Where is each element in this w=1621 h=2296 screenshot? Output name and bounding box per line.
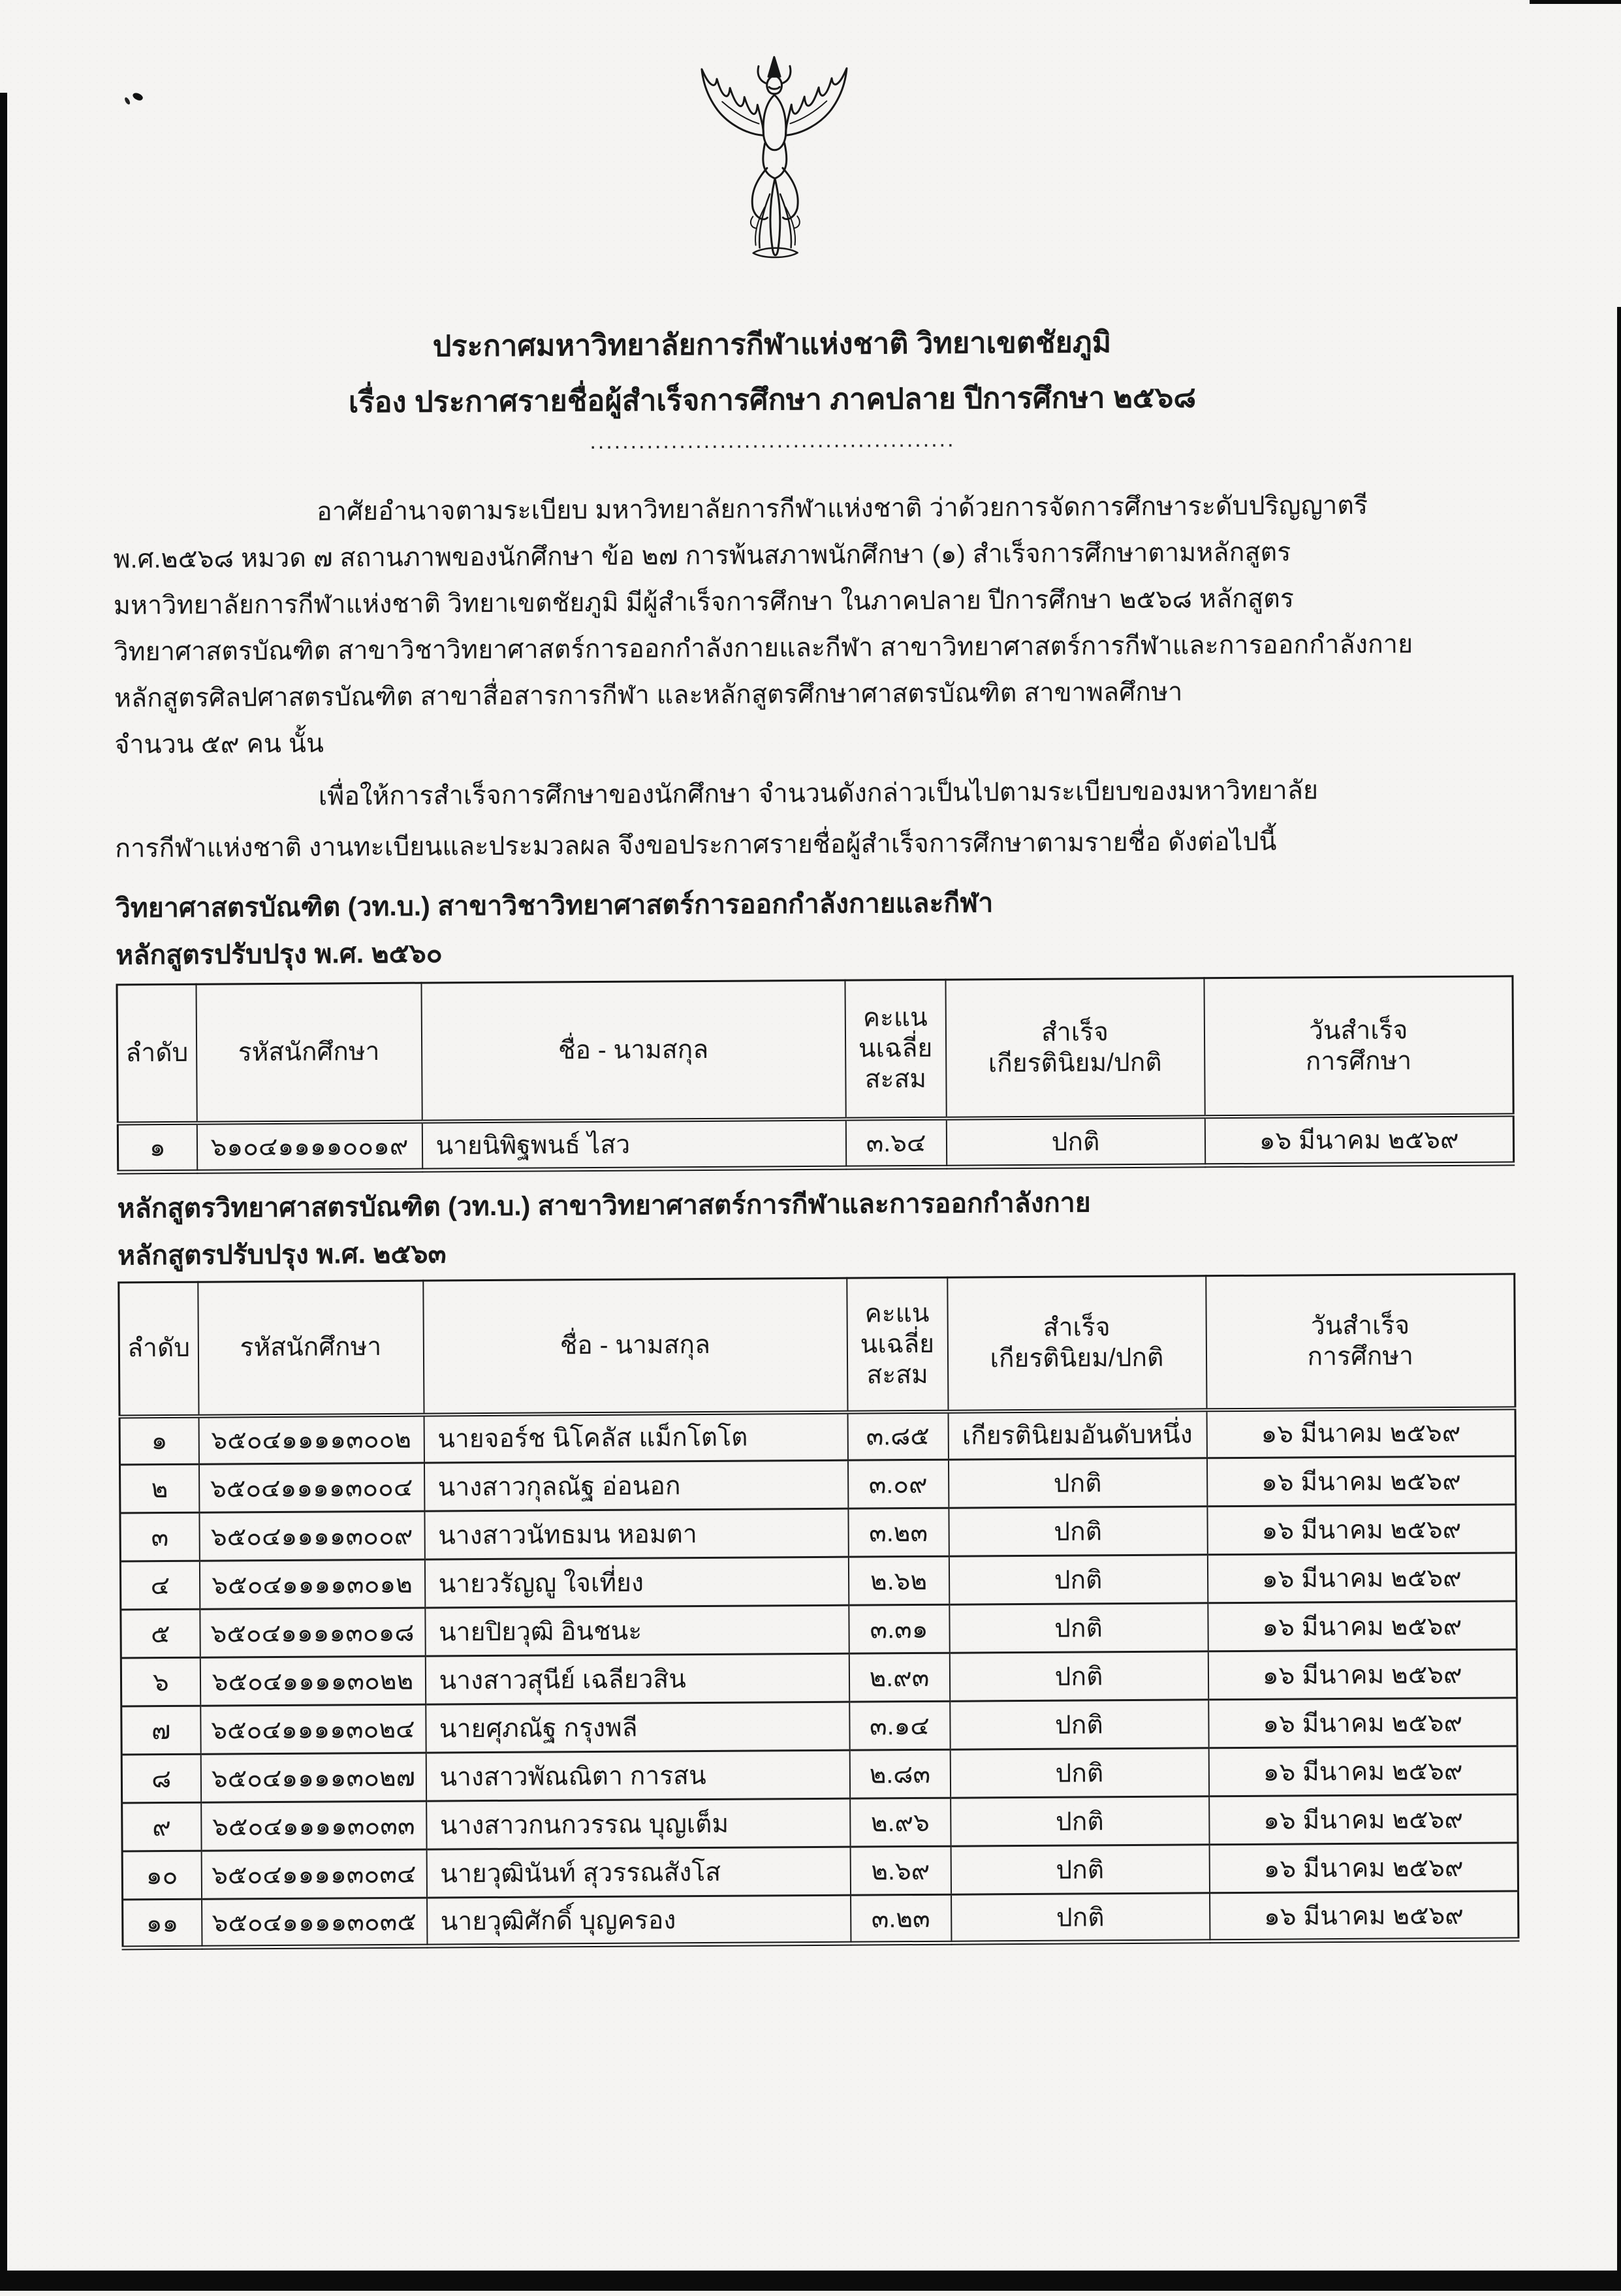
- cell-student-id: ๖๕๐๔๑๑๑๑๓๐๐๒: [198, 1414, 424, 1464]
- garuda-emblem: [687, 55, 862, 278]
- cell-gpa: ๓.๘๕: [847, 1411, 948, 1460]
- cell-name: นายวุฒินันท์ สุวรรณสังโส: [426, 1847, 850, 1898]
- divider-dots: .............................................: [590, 426, 956, 454]
- table-header-row: [119, 1274, 1515, 1416]
- cell-date: ๑๖ มีนาคม ๒๕๖๙: [1210, 1891, 1519, 1941]
- scan-edge-top-right: [1530, 0, 1621, 4]
- cell-gpa: ๓.๑๔: [849, 1701, 950, 1750]
- paragraph-line: หลักสูตรศิลปศาสตรบัณฑิต สาขาสื่อสารการกีฬา และหลักสูตรศึกษาศาสตรบัณฑิต สาขาพลศึกษา: [114, 677, 1183, 713]
- table-row: [118, 1115, 1513, 1172]
- table-row: [119, 1456, 1515, 1513]
- cell-student-id: ๖๕๐๔๑๑๑๑๓๐๓๔: [201, 1849, 426, 1899]
- col-header-honor: [945, 978, 1204, 1118]
- table-row: [120, 1553, 1516, 1610]
- cell-no: ๒: [119, 1464, 198, 1513]
- cell-honor: ปกติ: [951, 1845, 1209, 1894]
- cell-honor: ปกติ: [946, 1117, 1204, 1167]
- table-row: [123, 1891, 1519, 1948]
- cell-student-id: ๖๕๐๔๑๑๑๑๓๐๐๙: [199, 1511, 424, 1561]
- col-header-date-line: การศึกษา: [1305, 1047, 1412, 1076]
- table-row: [121, 1601, 1517, 1658]
- scan-edge-left: [0, 93, 7, 2291]
- col-header-gpa-line: คะแน: [862, 1004, 928, 1032]
- cell-no: ๘: [121, 1754, 200, 1803]
- cell-student-id: ๖๕๐๔๑๑๑๑๓๐๒๒: [200, 1656, 425, 1706]
- col-header-gpa-line: คะแน: [864, 1299, 930, 1328]
- paragraph-line: จำนวน ๕๙ คน นั้น: [114, 729, 324, 759]
- col-header-date-line: วันสำเร็จ: [1310, 1311, 1410, 1341]
- graduates-table-1: [116, 975, 1515, 1174]
- col-header-honor-line: เกียรตินิยม/ปกติ: [990, 1343, 1164, 1373]
- scan-edge-bottom: [0, 2271, 1621, 2291]
- col-header-date-line: การศึกษา: [1307, 1342, 1414, 1371]
- cell-gpa: ๒.๘๓: [849, 1749, 950, 1798]
- col-header-gpa-line: นเฉลี่ย: [860, 1330, 935, 1359]
- paragraph-line: การกีฬาแห่งชาติ งานทะเบียนและประมวลผล จึงขอประกาศรายชื่อผู้สำเร็จการศึกษาตามรายชื่อ ดังต่อไปนี้: [115, 827, 1277, 863]
- col-header-gpa-line: สะสม: [866, 1360, 928, 1390]
- cell-gpa: ๓.๒๓: [848, 1508, 949, 1557]
- cell-honor: ปกติ: [950, 1700, 1208, 1749]
- table-row: [121, 1650, 1517, 1706]
- cell-date: ๑๖ มีนาคม ๒๕๖๙: [1208, 1601, 1517, 1651]
- cell-student-id: ๖๑๐๔๑๑๑๑๐๐๑๙: [197, 1121, 422, 1172]
- cell-student-id: ๖๕๐๔๑๑๑๑๓๐๓๕: [202, 1898, 427, 1947]
- table-header-row: [117, 976, 1513, 1123]
- col-header-gpa-line: นเฉลี่ย: [858, 1034, 933, 1063]
- cell-gpa: ๓.๓๑: [849, 1604, 949, 1653]
- paragraph-line: วิทยาศาสตรบัณฑิต สาขาวิชาวิทยาศาสตร์การออกกำลังกายและกีฬา สาขาวิทยาศาสตร์การกีฬาและการออกกำลังกาย: [114, 630, 1413, 667]
- cell-name: นายศุภณัฐ กรุงพลี: [426, 1702, 849, 1753]
- cell-gpa: ๓.๖๔: [845, 1118, 946, 1168]
- cell-no: ๑: [118, 1123, 197, 1172]
- cell-no: ๙: [122, 1802, 201, 1851]
- cell-name: นางสาวกุลณัฐ อ่อนอก: [424, 1460, 847, 1511]
- cell-date: ๑๖ มีนาคม ๒๕๖๙: [1204, 1115, 1513, 1166]
- cell-gpa: ๒.๖๙: [850, 1846, 951, 1895]
- cell-date: ๑๖ มีนาคม ๒๕๖๙: [1206, 1456, 1515, 1507]
- graduates-table-2: [118, 1273, 1519, 1950]
- cell-gpa: ๒.๙๖: [850, 1798, 951, 1847]
- col-header-honor: [947, 1276, 1206, 1411]
- paragraph-1: [113, 481, 1525, 768]
- document-title: ประกาศมหาวิทยาลัยการกีฬาแห่งชาติ วิทยาเขตชัยภูมิ: [432, 325, 1112, 363]
- table-row: [120, 1505, 1516, 1561]
- table-row: [121, 1746, 1517, 1803]
- cell-name: นายนิพิฐพนธ์ ไสว: [422, 1119, 845, 1170]
- section2-subtitle: หลักสูตรปรับปรุง พ.ศ. ๒๕๖๓: [117, 1238, 447, 1271]
- cell-student-id: ๖๕๐๔๑๑๑๑๓๐๑๘: [200, 1608, 425, 1657]
- col-header-gpa-line: สะสม: [864, 1065, 927, 1094]
- cell-no: ๑๐: [122, 1851, 201, 1900]
- cell-name: นายวรัญญู ใจเที่ยง: [424, 1557, 848, 1608]
- cell-honor: ปกติ: [949, 1603, 1208, 1653]
- cell-student-id: ๖๕๐๔๑๑๑๑๓๐๓๓: [201, 1801, 426, 1851]
- col-header-gpa: [847, 1277, 948, 1412]
- cell-date: ๑๖ มีนาคม ๒๕๖๙: [1208, 1650, 1517, 1700]
- paragraph-line: เพื่อให้การสำเร็จการศึกษาของนักศึกษา จำนวนดังกล่าวเป็นไปตามระเบียบของมหาวิทยาลัย: [318, 776, 1319, 811]
- section1-title: วิทยาศาสตรบัณฑิต (วท.บ.) สาขาวิชาวิทยาศาสตร์การออกกำลังกายและกีฬา: [115, 887, 994, 923]
- paragraph-line: พ.ศ.๒๕๖๘ หมวด ๗ สถานภาพของนักศึกษา ข้อ ๒๗ การพ้นสภาพนักศึกษา (๑) สำเร็จการศึกษาตามหลักสูตร: [113, 537, 1291, 574]
- cell-honor: ปกติ: [949, 1507, 1207, 1556]
- cell-student-id: ๖๕๐๔๑๑๑๑๓๐๒๔: [200, 1704, 426, 1754]
- cell-no: ๕: [121, 1609, 200, 1658]
- section1-subtitle: หลักสูตรปรับปรุง พ.ศ. ๒๕๖๐: [116, 938, 443, 970]
- cell-honor: ปกติ: [949, 1555, 1207, 1604]
- col-header-gpa: [845, 980, 946, 1119]
- col-header-student-id: รหัสนักศึกษา: [196, 983, 422, 1123]
- cell-student-id: ๖๕๐๔๑๑๑๑๓๐๐๔: [198, 1463, 424, 1512]
- cell-date: ๑๖ มีนาคม ๒๕๖๙: [1207, 1553, 1516, 1603]
- cell-student-id: ๖๕๐๔๑๑๑๑๓๐๒๗: [200, 1753, 426, 1802]
- paragraph-2: [115, 763, 1526, 874]
- cell-honor: ปกติ: [951, 1893, 1210, 1943]
- cell-no: ๓: [120, 1512, 199, 1561]
- cell-gpa: ๓.๒๓: [851, 1894, 951, 1943]
- col-header-no: ลำดับ: [117, 984, 197, 1123]
- cell-honor: ปกติ: [949, 1651, 1208, 1701]
- table-row: [119, 1408, 1515, 1465]
- cell-honor: เกียรตินิยมอันดับหนึ่ง: [948, 1410, 1206, 1459]
- col-header-honor-line: สำเร็จ: [1043, 1313, 1110, 1343]
- cell-student-id: ๖๕๐๔๑๑๑๑๓๐๑๒: [199, 1559, 424, 1609]
- cell-honor: ปกติ: [948, 1458, 1206, 1508]
- table-row: [121, 1698, 1517, 1755]
- cell-date: ๑๖ มีนาคม ๒๕๖๙: [1208, 1698, 1517, 1748]
- paragraph-line: มหาวิทยาลัยการกีฬาแห่งชาติ วิทยาเขตชัยภูมิ มีผู้สำเร็จการศึกษา ในภาคปลาย ปีการศึกษา ๒๕๖๘ หลักสูตร: [113, 584, 1295, 620]
- cell-name: นางสาวสุนีย์ เฉลียวสิน: [425, 1653, 849, 1704]
- col-header-date-line: วันสำเร็จ: [1308, 1016, 1408, 1045]
- cell-gpa: ๒.๖๒: [848, 1556, 949, 1605]
- cell-name: นางสาวกนกวรรณ บุญเต็ม: [426, 1798, 850, 1849]
- cell-name: นางสาวพัณณิตา การสน: [426, 1750, 849, 1801]
- cell-gpa: ๒.๙๓: [849, 1653, 949, 1702]
- cell-gpa: ๓.๐๙: [847, 1459, 948, 1508]
- table-row: [122, 1794, 1518, 1851]
- col-header-name: ชื่อ - นามสกุล: [423, 1278, 847, 1414]
- col-header-honor-line: เกียรตินิยม/ปกติ: [988, 1048, 1162, 1078]
- section2-title: หลักสูตรวิทยาศาสตรบัณฑิต (วท.บ.) สาขาวิทยาศาสตร์การกีฬาและการออกกำลังกาย: [117, 1187, 1091, 1224]
- col-header-student-id: รหัสนักศึกษา: [198, 1281, 424, 1416]
- cell-date: ๑๖ มีนาคม ๒๕๖๙: [1209, 1843, 1518, 1893]
- col-header-date: [1204, 976, 1513, 1117]
- cell-honor: ปกติ: [951, 1796, 1209, 1846]
- scan-edge-right: [1617, 307, 1621, 2291]
- cell-date: ๑๖ มีนาคม ๒๕๖๙: [1207, 1505, 1516, 1555]
- cell-date: ๑๖ มีนาคม ๒๕๖๙: [1209, 1794, 1518, 1845]
- cell-honor: ปกติ: [950, 1748, 1208, 1798]
- cell-no: ๖: [121, 1657, 200, 1706]
- cell-no: ๔: [120, 1561, 199, 1610]
- table-row: [122, 1843, 1518, 1900]
- col-header-honor-line: สำเร็จ: [1041, 1017, 1109, 1047]
- cell-name: นางสาวนัทธมน หอมตา: [424, 1508, 848, 1559]
- col-header-no: ลำดับ: [119, 1282, 198, 1416]
- cell-no: ๑: [119, 1416, 198, 1465]
- cell-no: ๗: [121, 1706, 200, 1755]
- col-header-date: [1206, 1274, 1515, 1410]
- cell-no: ๑๑: [123, 1899, 202, 1948]
- paragraph-line: อาศัยอำนาจตามระเบียบ มหาวิทยาลัยการกีฬาแห่งชาติ ว่าด้วยการจัดการศึกษาระดับปริญญาตรี: [316, 490, 1368, 526]
- cell-name: นายปิยวุฒิ อินชนะ: [425, 1605, 849, 1656]
- cell-name: นายวุฒิศักดิ์ บุญครอง: [427, 1895, 851, 1946]
- cell-date: ๑๖ มีนาคม ๒๕๖๙: [1206, 1408, 1515, 1458]
- cell-date: ๑๖ มีนาคม ๒๕๖๙: [1208, 1746, 1517, 1796]
- document-subject: เรื่อง ประกาศรายชื่อผู้สำเร็จการศึกษา ภาคปลาย ปีการศึกษา ๒๕๖๘: [348, 380, 1197, 419]
- cell-name: นายจอร์ช นิโคลัส แม็กโตโต: [424, 1412, 847, 1463]
- col-header-name: ชื่อ - นามสกุล: [421, 980, 845, 1121]
